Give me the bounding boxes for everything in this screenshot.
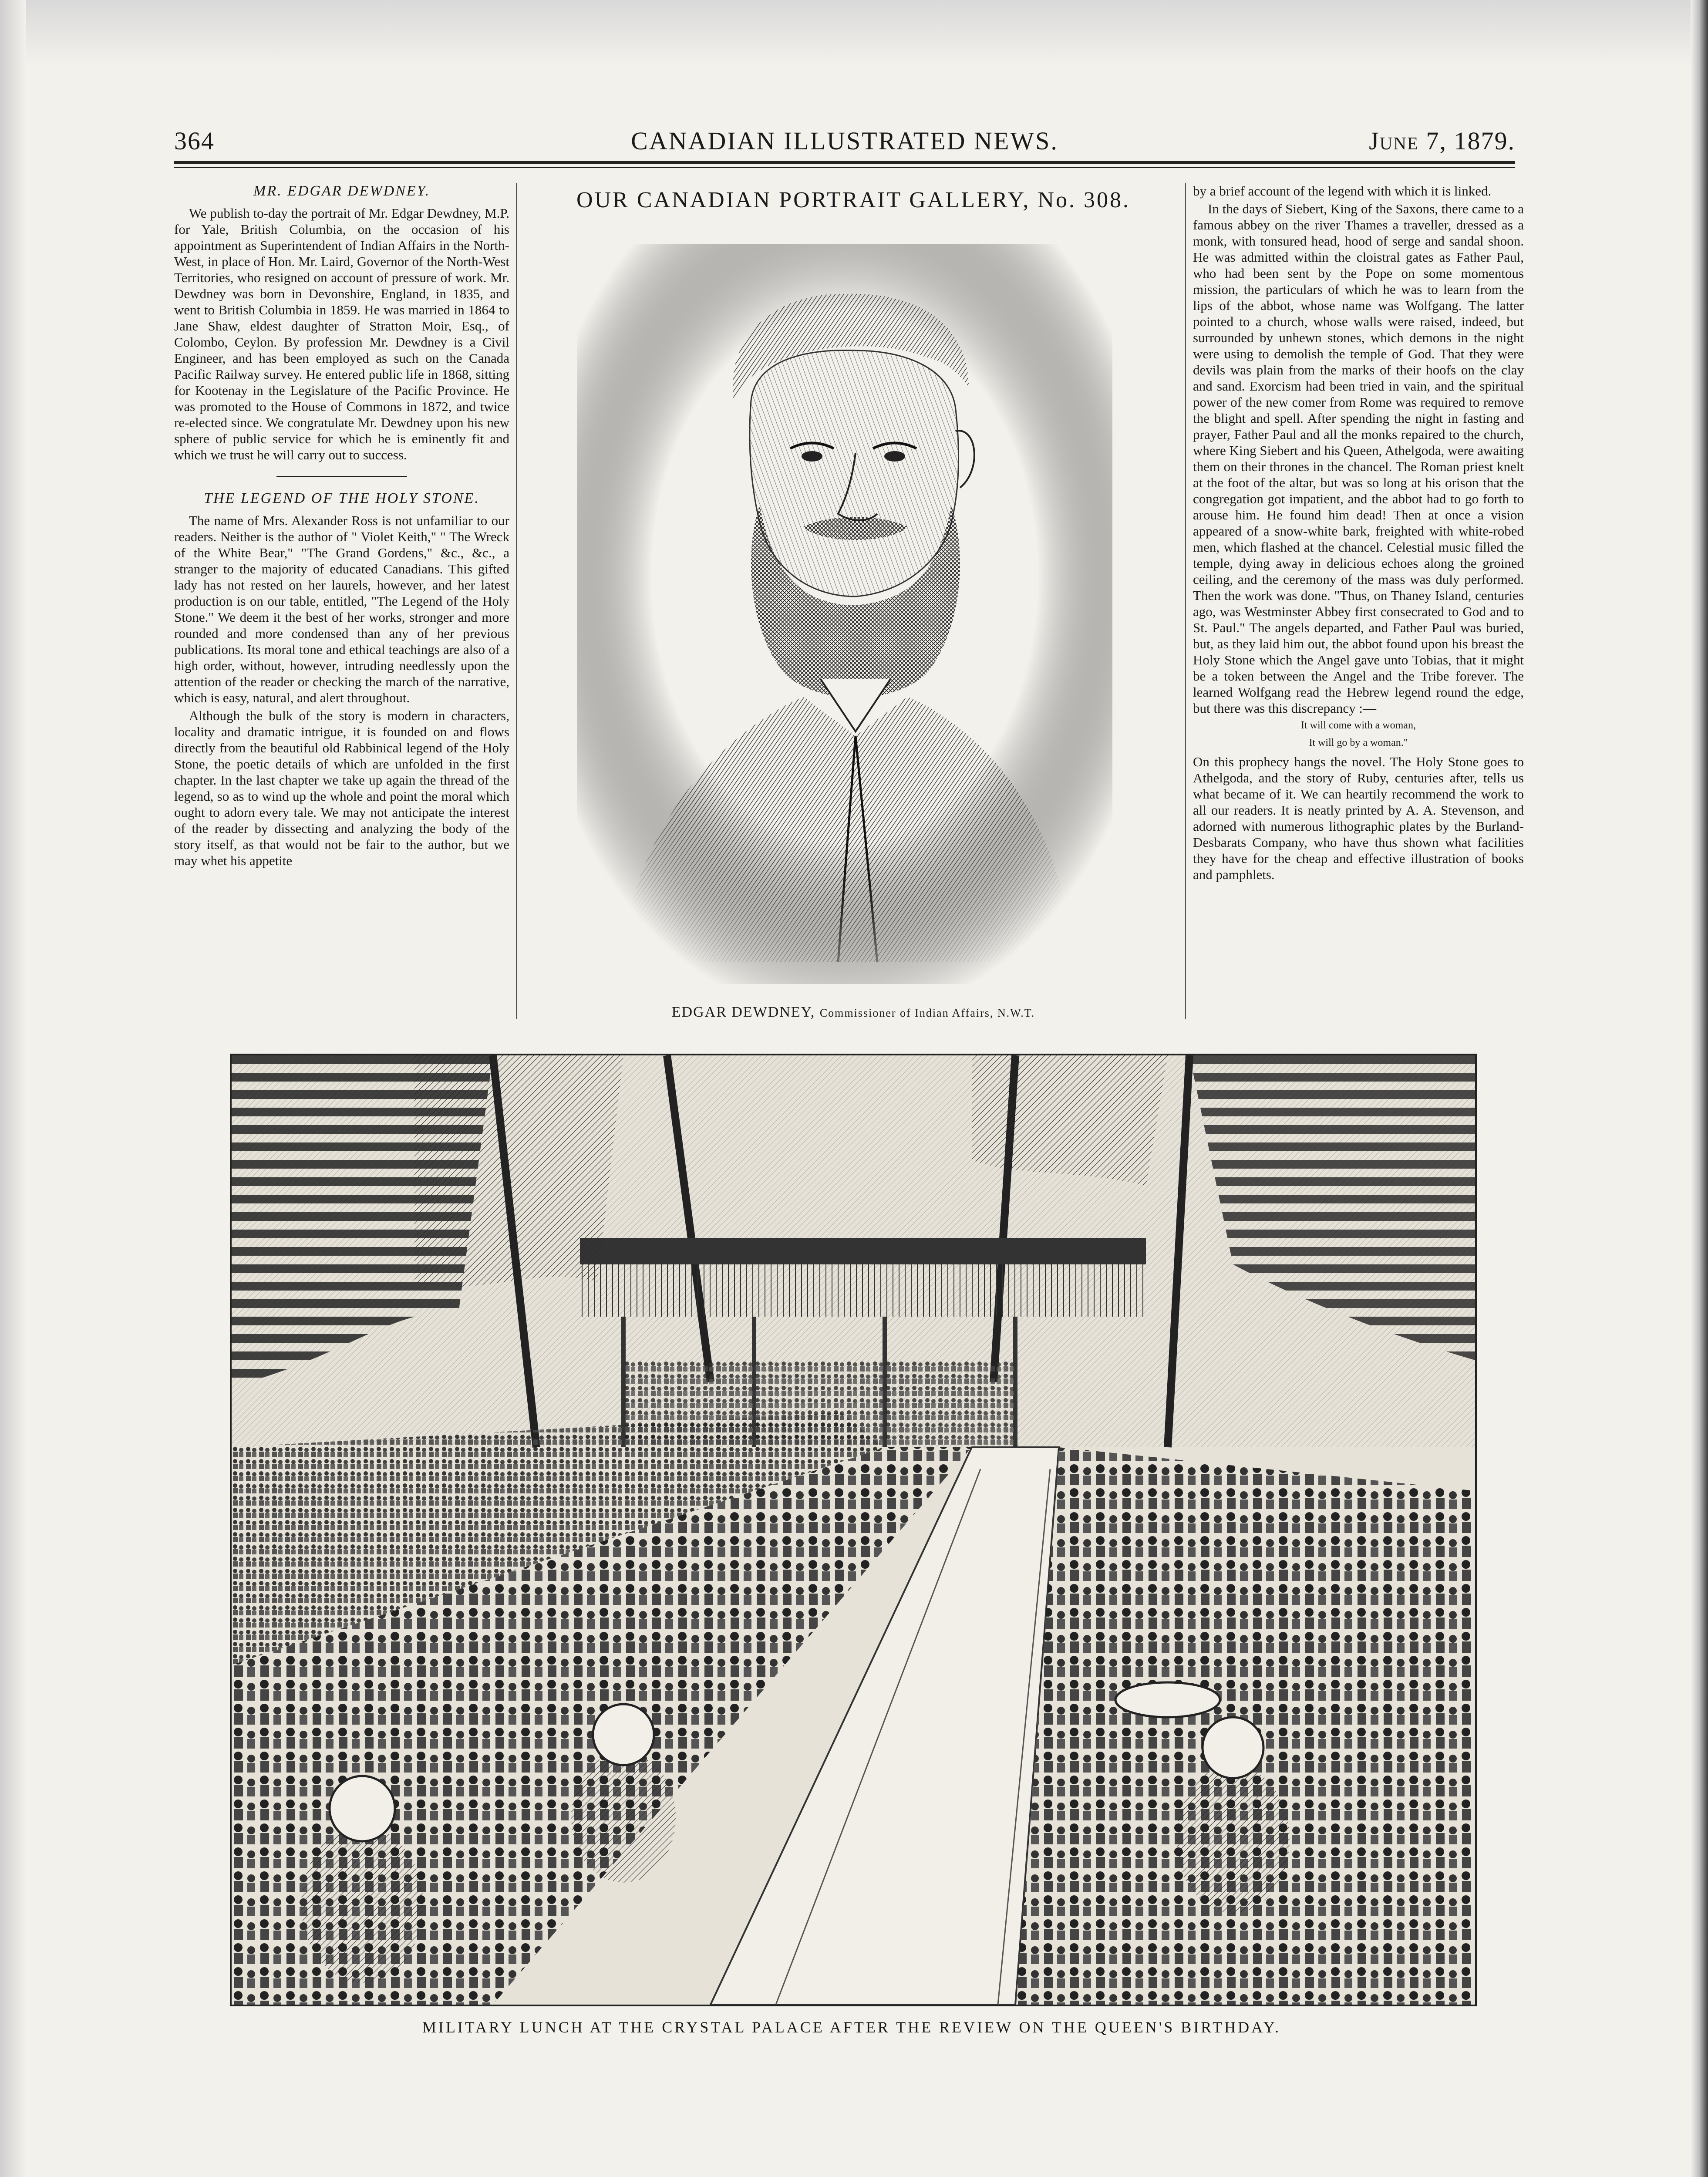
article-paragraph: The name of Mrs. Alexander Ross is not unfamiliar to our readers. Neither is the author of " Violet Keith," " The Wreck of the White Bear," "The Grand Gordens," &c., &c., a stranger to the majority of educated Canadians. This gifted lady has not rested on her laurels, however, and her latest production is on our table, entitled, "The Legend of the Holy Stone." We deem it the best of her works, stronger and more rounded and more condensed than any of her previous publications. Its moral tone and ethical teachings are also of a high order, without, however, intruding needlessly upon the attention of the reader or checking the march of the narrative, which is easy, natural, and alert throughout.: [174, 513, 509, 705]
military-lunch-engraving: [230, 1054, 1477, 2006]
page-header: [174, 126, 1515, 165]
portrait-engraving-art: [577, 244, 1112, 984]
article-paragraph: On this prophecy hangs the novel. The Holy Stone goes to Athelgoda, and the story of Ruby, centuries after, tells us what became of it. We can heartily recommend the work to all our readers. It is neatly printed by A. A. Stevenson, and adorned with numerous lithographic plates by the Burland-Desbarats Company, who have thus shown what facilities they have for the cheap and effective illustration of books and pamphlets.: [1193, 754, 1524, 882]
military-lunch-engraving-art: [232, 1055, 1475, 2005]
left-column: [174, 183, 509, 1028]
portrait-caption: [522, 1004, 1184, 1021]
header-rule-thin: [174, 167, 1515, 168]
article-title-holy-stone: THE LEGEND OF THE HOLY STONE.: [204, 490, 480, 506]
portrait-gallery-title: OUR CANADIAN PORTRAIT GALLERY, No. 308.: [576, 188, 1130, 212]
column-rule: [1185, 183, 1186, 1019]
article-paragraph: In the days of Siebert, King of the Saxons, there came to a famous abbey on the river Thames a traveller, dressed as a monk, with tonsured head, hood of serge and sandal shoon. He was admitted within the cloistral gates as Father Paul, who had been sent by the Pope on some momentous mission, the particulars of which he was to learn from the lips of the abbot, whose name was Wolfgang. The latter pointed to a church, whose walls were raised, indeed, but surrounded by unhewn stones, which demons in the night were using to demolish the temple of God. That they were devils was plain from the marks of their hoofs on the clay and sand. Exorcism had been tried in vain, and the spiritual power of the new comer from Rome was required to remove the blight and spell. After spending the night in fasting and prayer, Father Paul and all the monks repaired to the church, where King Siebert and his Queen, Athelgoda, were awaiting them on their thrones in the chancel. The Roman priest knelt at the foot of the altar, but was so long at his orison that the congregation got impatient, and the abbot had to go forth to arouse him. He found him dead! Then at once a vision appeared of a snow-white bark, freighted with white-robed men, which flashed at the chancel. Celestial music filled the temple, dying away in delicious echoes along the groined ceiling, and the ceremony of the mass was duly performed. Then the work was done. "Thus, on Thaney Island, centuries ago, was Westminster Abbey first consecrated to God and to St. Paul." The angels departed, and Father Paul was buried, but, as they laid him out, the abbot found upon his breast the Holy Stone which the Angel gave unto Tobias, that it might be a token between the Angel and the Tribe forever. The learned Wolfgang read the Hebrew legend round the edge, but there was this discrepancy :—: [1193, 201, 1524, 716]
verse-line: It will go by a woman.": [1309, 737, 1408, 748]
illustration-caption: MILITARY LUNCH AT THE CRYSTAL PALACE AFTER THE REVIEW ON THE QUEEN'S BIRTHDAY.: [422, 2019, 1281, 2036]
right-column: [1193, 183, 1524, 1019]
issue-date: June 7, 1879.: [1369, 127, 1515, 155]
article-title-dewdney: MR. EDGAR DEWDNEY.: [253, 183, 430, 199]
page-edge-top: [0, 0, 1708, 65]
article-divider: [276, 476, 407, 477]
masthead: CANADIAN ILLUSTRATED NEWS.: [631, 127, 1058, 155]
column-rule: [516, 183, 517, 1019]
portrait-caption-title: Commissioner of Indian Affairs, N.W.T.: [819, 1007, 1035, 1019]
page-edge-right: [1691, 0, 1708, 2177]
article-paragraph: by a brief account of the legend with which it is linked.: [1193, 183, 1492, 199]
portrait-engraving: [577, 244, 1112, 984]
article-body-dewdney: We publish to-day the portrait of Mr. Edgar Dewdney, M.P. for Yale, British Columbia, on the occasion of his appointment as Superintendent of Indian Affairs in the North-West, in place of Hon. Mr. Laird, Governor of the North-West Territories, who resigned on account of pressure of work. Mr. Dewdney was born in Devonshire, England, in 1835, and went to British Columbia in 1859. He was married in 1864 to Jane Shaw, eldest daughter of Stratton Moir, Esq., of Colombo, Ceylon. By profession Mr. Dewdney is a Civil Engineer, and has been employed as such on the Canada Pacific Railway survey. He entered public life in 1868, sitting for Kootenay in the Legislature of the Pacific Province. He was promoted to the House of Commons in 1872, and twice re-elected since. We congratulate Mr. Dewdney upon his new sphere of public service for which he is eminently fit and which we trust he will carry out to success.: [174, 206, 509, 462]
article-paragraph: Although the bulk of the story is modern in characters, locality and dramatic intrigue, it is founded on and flows directly from the beautiful old Rabbinical legend of the Holy Stone, the poetic details of which are unfolded in the first chapter. In the last chapter we take up again the thread of the legend, so as to wind up the whole and point the moral which ought to adorn every tale. We may not anticipate the interest of the reader by dissecting and analyzing the body of the story itself, as that would not be fair to the author, but we may whet his appetite: [174, 708, 509, 868]
portrait-caption-name: EDGAR DEWDNEY,: [671, 1004, 815, 1020]
verse-line: It will come with a woman,: [1301, 720, 1416, 731]
header-rule: [174, 161, 1515, 164]
page-number: 364: [174, 127, 215, 155]
page-edge-left: [0, 0, 26, 2177]
